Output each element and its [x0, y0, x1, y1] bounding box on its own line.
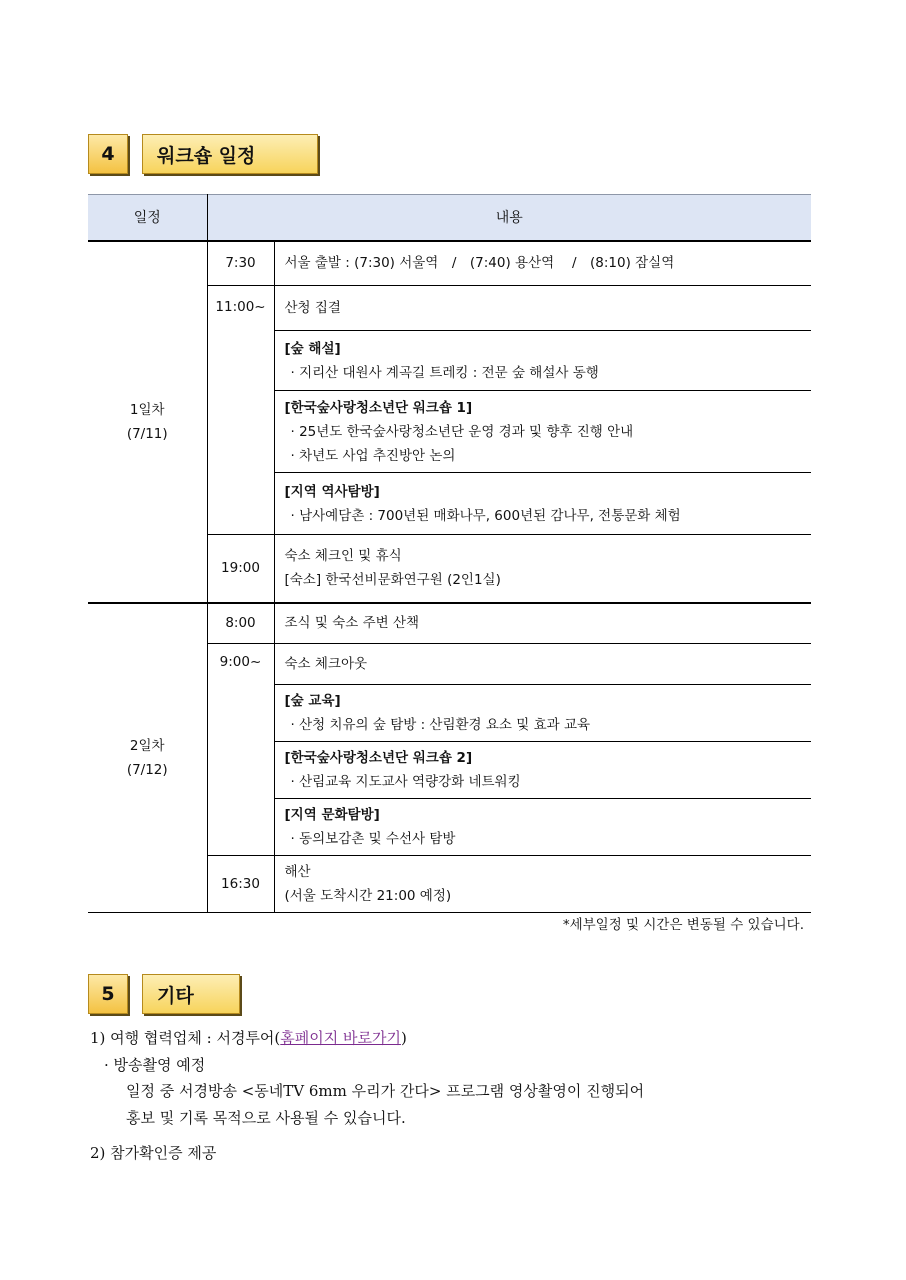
activity-item: · 동의보감촌 및 수선사 탐방 [290, 831, 456, 847]
content-cell: 산청 집결 [274, 286, 811, 331]
activity-item: · 산림교육 지도교사 역량강화 네트워킹 [290, 774, 521, 790]
activity-item: · 산청 치유의 숲 탐방 : 산림환경 요소 및 효과 교육 [290, 717, 591, 733]
time-cell: 8:00 [207, 603, 274, 644]
content-cell [274, 799, 811, 856]
table-row [88, 603, 811, 644]
activity-item: · 남사예담촌 : 700년된 매화나무, 600년된 감나무, 전통문화 체험 [290, 507, 681, 524]
header-content: 내용 [207, 195, 811, 241]
section-number: 5 [88, 974, 128, 1014]
etc-item-1 [90, 1027, 407, 1048]
day-date: (7/11) [126, 425, 168, 442]
section-title: 기타 [142, 974, 240, 1014]
content-cell: 숙소 체크아웃 [274, 644, 811, 685]
content-cell [274, 856, 811, 913]
etc-sub-line: 일정 중 서경방송 <동네TV 6mm 우리가 간다> 프로그램 영상촬영이 진행되어 [126, 1082, 645, 1100]
activity-title: [숲 교육] [284, 693, 341, 709]
activity-item: · 지리산 대원사 계곡길 트레킹 : 전문 숲 해설사 동행 [290, 364, 599, 381]
content-cell [274, 535, 811, 603]
time-cell: 9:00~ [207, 644, 274, 856]
activity-title: [숲 해설] [284, 340, 341, 357]
day-label: 1일차 [129, 401, 165, 418]
table-header-row [88, 195, 811, 241]
activity-title: [한국숲사랑청소년단 워크숍 2] [284, 750, 473, 766]
etc-sub-title: · 방송촬영 예정 [104, 1056, 206, 1074]
time-cell: 19:00 [207, 535, 274, 603]
schedule-table [88, 194, 811, 913]
day-label: 2일차 [129, 737, 165, 754]
content-cell: 서울 출발 : (7:30) 서울역 / (7:40) 용산역 / (8:10) 잠실역 [274, 241, 811, 286]
day-1-cell [88, 241, 207, 603]
section-5-header [88, 974, 240, 1014]
etc-item-1-prefix: 1) 여행 협력업체 : 서경투어( [90, 1029, 281, 1047]
schedule-note: *세부일정 및 시간은 변동될 수 있습니다. [562, 917, 804, 933]
content-line: 해산 [284, 864, 311, 880]
activity-item: · 차년도 사업 추진방안 논의 [290, 447, 456, 464]
content-line: (서울 도착시간 21:00 예정) [284, 888, 452, 904]
section-title: 워크숍 일정 [142, 134, 318, 174]
section-number: 4 [88, 134, 128, 174]
content-cell [274, 473, 811, 535]
etc-sub-line: 홍보 및 기록 목적으로 사용될 수 있습니다. [126, 1109, 406, 1127]
content-line: [숙소] 한국선비문화연구원 (2인1실) [284, 572, 501, 589]
content-line: 숙소 체크인 및 휴식 [284, 548, 402, 565]
content-cell [274, 685, 811, 742]
table-row [88, 241, 811, 286]
activity-item: · 25년도 한국숲사랑청소년단 운영 경과 및 향후 진행 안내 [290, 423, 634, 440]
content-cell [274, 742, 811, 799]
activity-title: [지역 역사탐방] [284, 483, 380, 500]
homepage-link[interactable]: 홈페이지 바로가기 [280, 1029, 401, 1047]
day-date: (7/12) [126, 761, 168, 778]
time-cell: 7:30 [207, 241, 274, 286]
activity-title: [한국숲사랑청소년단 워크숍 1] [284, 399, 473, 416]
content-cell: 조식 및 숙소 주변 산책 [274, 603, 811, 644]
activity-title: [지역 문화탐방] [284, 807, 380, 823]
time-cell: 16:30 [207, 856, 274, 913]
time-cell: 11:00~ [207, 286, 274, 535]
etc-item-2: 2) 참가확인증 제공 [90, 1144, 217, 1162]
day-2-cell [88, 603, 207, 913]
content-cell [274, 391, 811, 473]
section-4-header [88, 134, 318, 174]
content-cell [274, 331, 811, 391]
header-day: 일정 [88, 195, 207, 241]
etc-item-1-suffix: ) [400, 1029, 407, 1047]
